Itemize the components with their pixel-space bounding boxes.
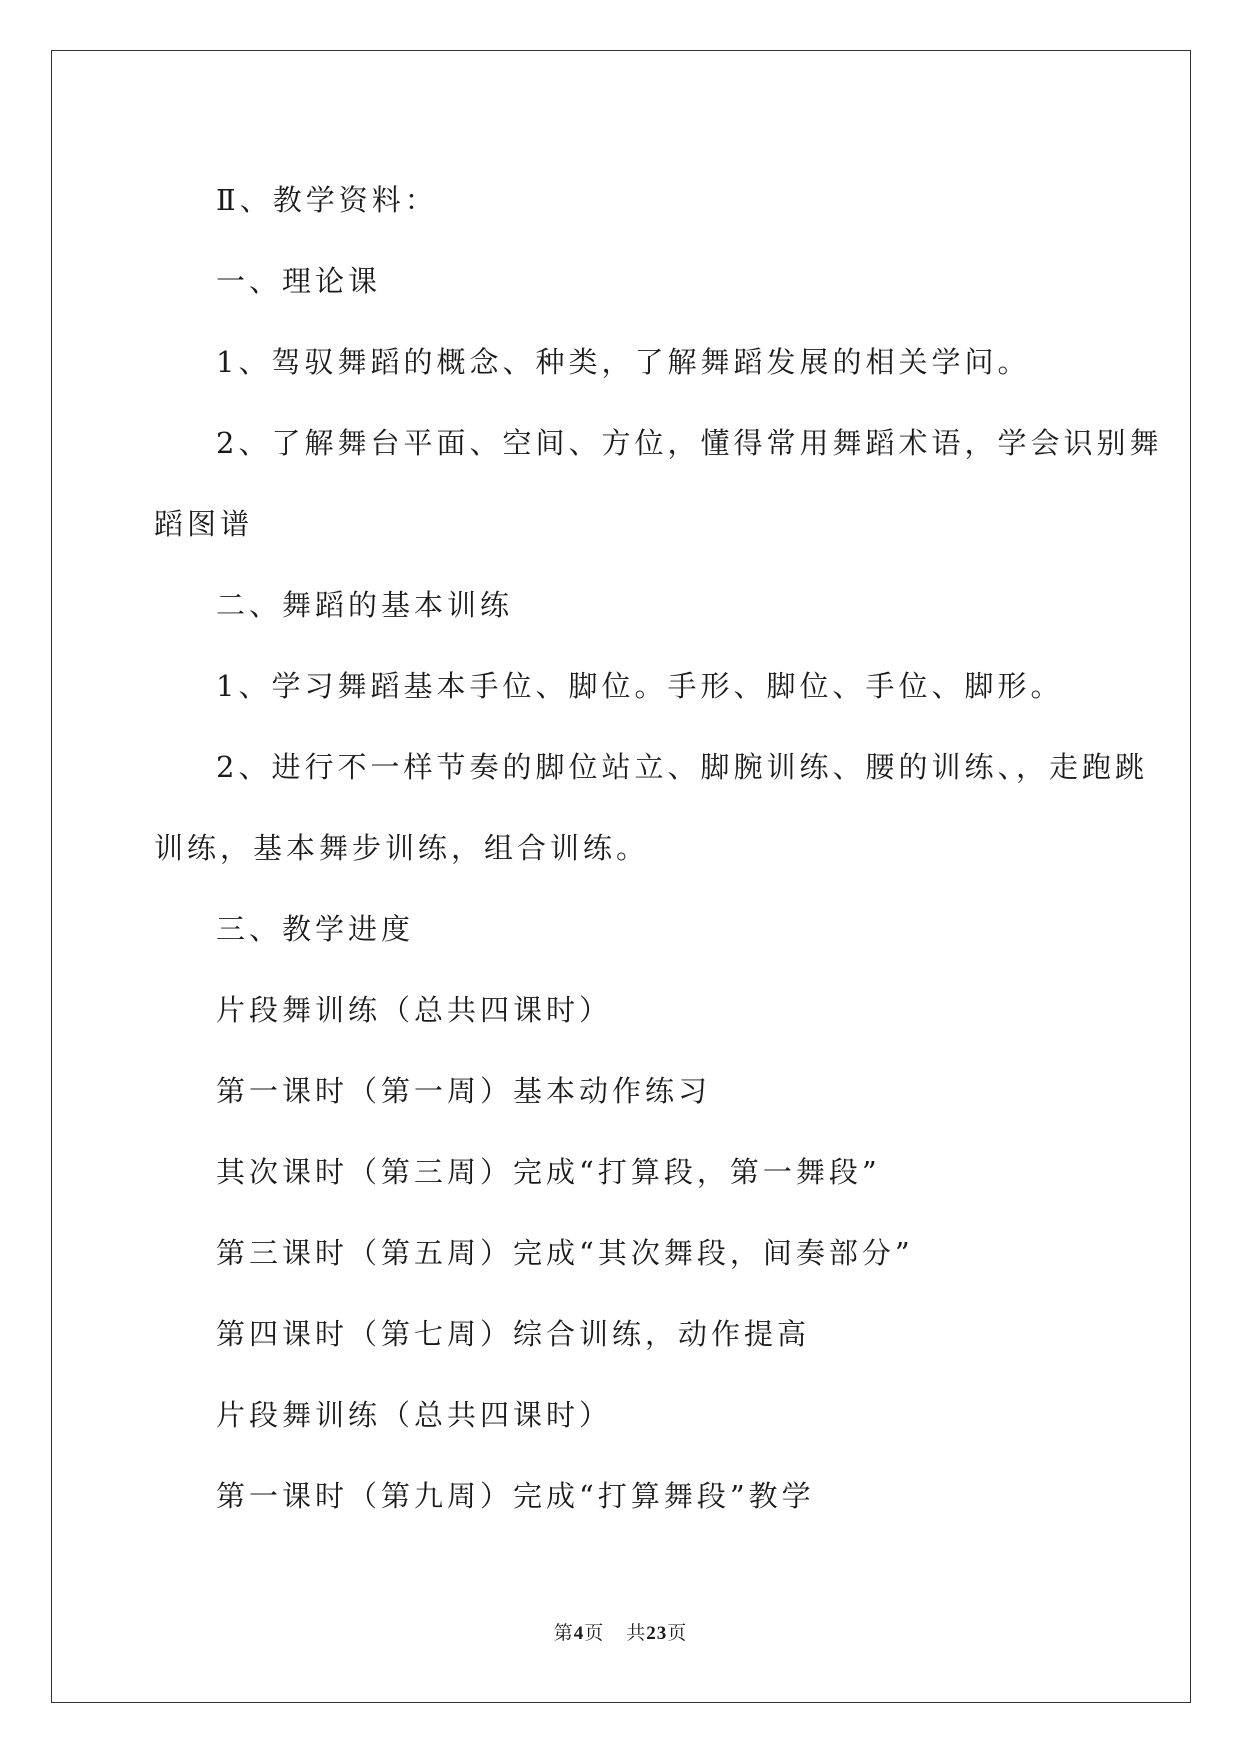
- schedule-item: 第三课时（第五周）完成“其次舞段，间奏部分”: [216, 1236, 914, 1270]
- subsection-heading: 三、教学进度: [216, 912, 415, 946]
- paragraph: 1、驾驭舞蹈的概念、种类，了解舞蹈发展的相关学问。: [216, 345, 1031, 379]
- paragraph: 2、进行不一样节奏的脚位站立、脚腕训练、腰的训练、，走跑跳: [216, 750, 1148, 784]
- schedule-item: 第四课时（第七周）综合训练，动作提高: [216, 1317, 811, 1351]
- page-prefix: 第: [553, 1623, 574, 1644]
- schedule-heading: 片段舞训练（总共四课时）: [216, 993, 613, 1027]
- subsection-heading: 一、理论课: [216, 264, 382, 298]
- schedule-item: 其次课时（第三周）完成“打算段，第一舞段”: [216, 1155, 881, 1189]
- total-suffix: 页: [667, 1623, 688, 1644]
- paragraph: 1、学习舞蹈基本手位、脚位。手形、脚位、手位、脚形。: [216, 669, 1064, 703]
- schedule-heading: 片段舞训练（总共四课时）: [216, 1398, 613, 1432]
- page-number: 4: [573, 1623, 585, 1644]
- total-prefix: 共: [626, 1623, 647, 1644]
- document-body: [154, 160, 1163, 1537]
- subsection-heading: 二、舞蹈的基本训练: [216, 588, 514, 622]
- page-footer: [0, 1618, 1241, 1645]
- section-heading: Ⅱ、教学资料：: [216, 183, 438, 217]
- paragraph: 2、了解舞台平面、空间、方位，懂得常用舞蹈术语，学会识别舞: [216, 426, 1163, 460]
- schedule-item: 第一课时（第一周）基本动作练习: [216, 1074, 712, 1108]
- schedule-item: 第一课时（第九周）完成“打算舞段”教学: [216, 1479, 815, 1513]
- paragraph-continuation: 蹈图谱: [154, 507, 254, 541]
- paragraph-continuation: 训练，基本舞步训练，组合训练。: [154, 831, 650, 865]
- total-pages: 23: [646, 1623, 668, 1644]
- page-suffix: 页: [584, 1623, 605, 1644]
